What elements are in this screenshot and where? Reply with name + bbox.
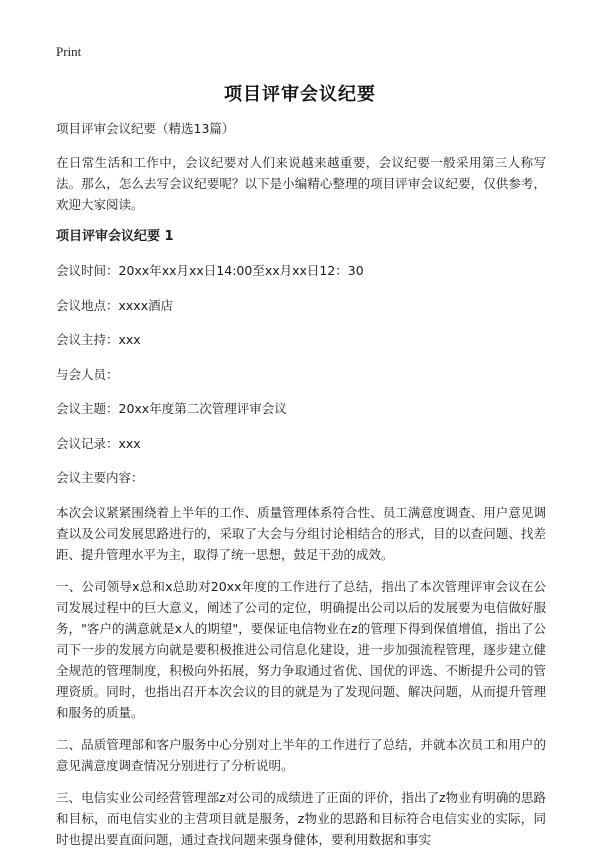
body-paragraph-1: 本次会议紧紧围绕着上半年的工作、质量管理体系符合性、员工满意度调查、用户意见调查以及公司发展思路进行的，采取了大会与分组讨论相结合的形式，目的以查问题、找差距、提升管理水平为主，取得了统一思想，鼓足干劲的成效。	[56, 504, 546, 562]
section-heading: 项目评审会议纪要 1	[56, 229, 174, 244]
meeting-host: 会议主持：xxx	[56, 332, 141, 347]
meeting-recorder: 会议记录：xxx	[56, 435, 141, 451]
meeting-time: 会议时间：20xx年xx月xx日14:00至xx月xx日12：30	[56, 263, 364, 278]
document-subtitle: 项目评审会议纪要（精选13篇）	[56, 121, 235, 136]
meeting-topic: 会议主题：20xx年度第二次管理评审会议	[56, 401, 287, 416]
document-title: 项目评审会议纪要	[224, 84, 376, 105]
body-paragraph-4: 三、电信实业公司经营管理部z对公司的成绩进了正面的评价，指出了z物业有明确的思路和目标，而电信实业的主营项目就是服务，z物业的思路和目标符合电信实业的实际，同时也提出要直面问题，通过查找问题来强身健体，要利用数据和事实	[56, 789, 546, 847]
intro-paragraph: 在日常生活和工作中，会议纪要对人们来说越来越重要，会议纪要一般采用第三人称写法。那么，怎么去写会议纪要呢？以下是小编精心整理的项目评审会议纪要，仅供参考，欢迎大家阅读。	[56, 155, 546, 212]
body-paragraph-3: 二、品质管理部和客户服务中心分别对上半年的工作进行了总结，并就本次员工和用户的意见满意度调查情况分别进行了分析说明。	[56, 736, 546, 773]
meeting-content-label: 会议主要内容：	[56, 470, 144, 485]
meeting-place: 会议地点：xxxx酒店	[56, 297, 174, 313]
body-paragraph-2: 一、公司领导x总和x总助对20xx年度的工作进行了总结，指出了本次管理评审会议在公司发展过程中的巨大意义，阐述了公司的定位，明确提出公司以后的发展要为电信做好服务，"客户的满意就是x人的期望"，要保证电信物业在z的管理下得到保值增值，指出了公司下一步的发展方向就是要积极推进公司信息化建设，进一步加强流程管理，逐步建立健全规范的管理制度，积极向外拓展，努力争取通过省优、国优的评选、不断提升公司的管理资质。同时，也指出召开本次会议的目的就是为了发现问题、解决问题，从而提升管理和服务的质量。	[56, 578, 546, 720]
meeting-attendees: 与会人员：	[56, 366, 119, 382]
document-body	[56, 118, 546, 861]
print-link[interactable]: Print	[56, 44, 82, 59]
